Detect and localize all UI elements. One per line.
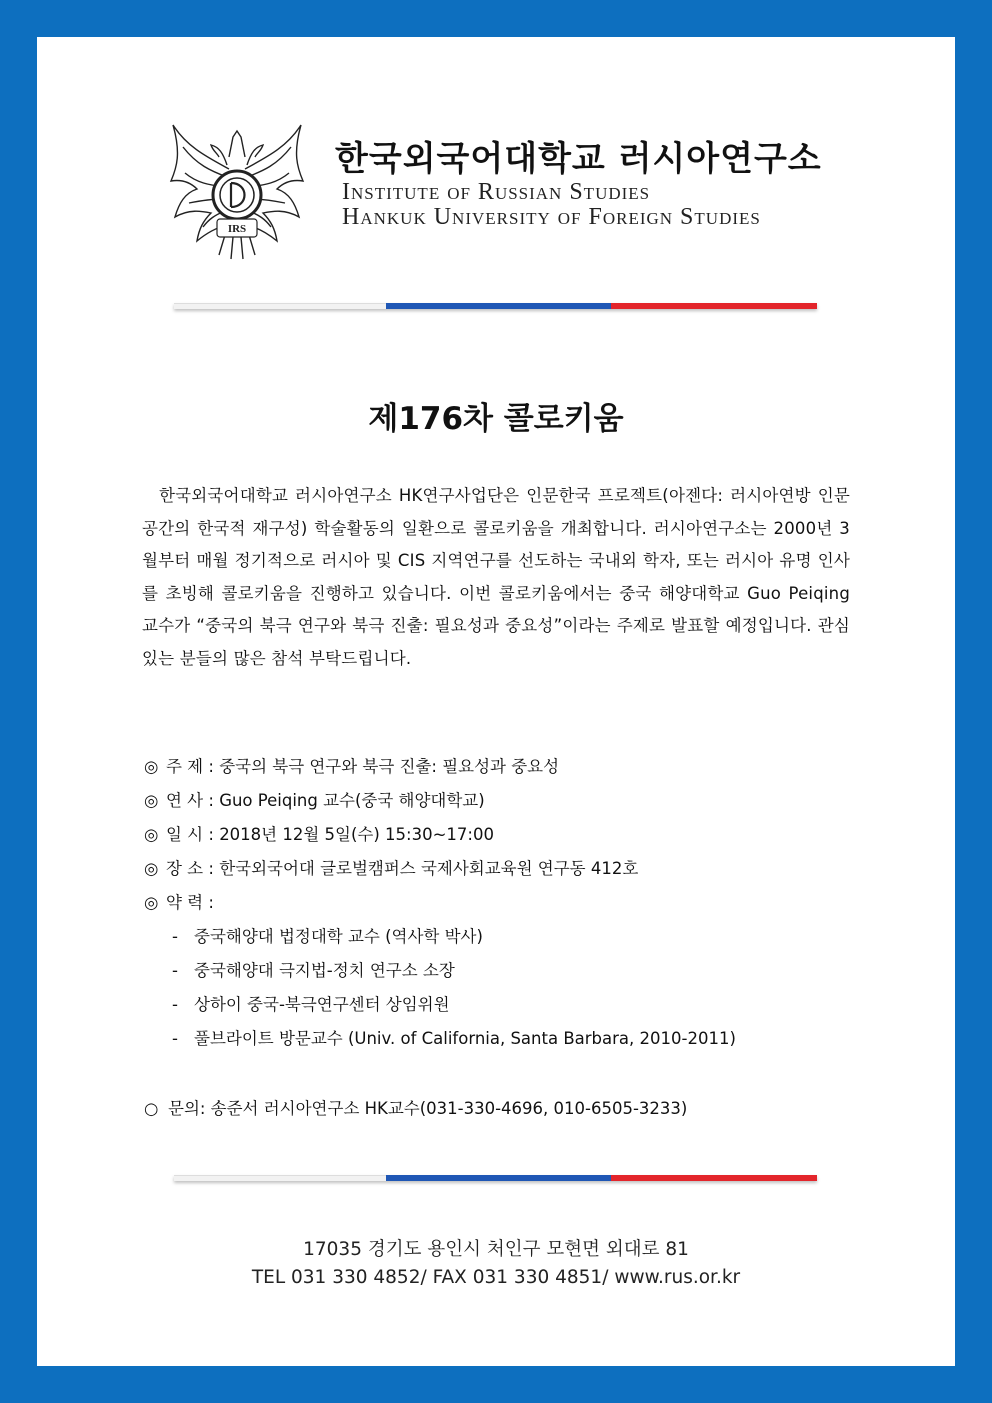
detail-career: [144, 886, 864, 920]
career-text: 상하이 중국-북극연구센터 상임위원: [194, 995, 450, 1014]
event-details: [144, 750, 864, 1056]
detail-value: 중국의 북극 연구와 북극 진출: 필요성과 중요성: [219, 757, 560, 776]
institute-name-ko: 한국외국어대학교 러시아연구소: [335, 139, 822, 179]
circle-mark: ○: [144, 1099, 159, 1118]
double-headed-eagle-icon: [167, 117, 307, 262]
document-page: [37, 37, 955, 1366]
bullet-mark: ◎: [144, 893, 159, 912]
detail-label: 약 력 :: [166, 893, 214, 912]
emblem-text: IRS: [227, 223, 247, 235]
career-dash: -: [172, 961, 178, 980]
detail-value: 2018년 12월 5일(수) 15:30~17:00: [219, 825, 494, 844]
career-dash: -: [172, 927, 178, 946]
detail-label: 장 소 :: [166, 859, 214, 878]
career-dash: -: [172, 995, 178, 1014]
tricolor-divider-top: [174, 303, 817, 309]
detail-speaker: [144, 784, 864, 818]
page-title: 제176차 콜로키움: [368, 401, 624, 437]
detail-value: 한국외국어대 글로벌캠퍼스 국제사회교육원 연구동 412호: [219, 859, 639, 878]
detail-label: 주 제 :: [166, 757, 214, 776]
bullet-mark: ◎: [144, 859, 159, 878]
intro-paragraph: 한국외국어대학교 러시아연구소 HK연구사업단은 인문한국 프로젝트(아젠다: 러시아연방 인문공간의 한국적 재구성) 학술활동의 일환으로 콜로키움을 개최합니다. 러시아연구소는 2000년 3월부터 매월 정기적으로 러시아 및 CIS 지역연구를 선도하는 국내외 학자, 또는 러시아 유명 인사를 초빙해 콜로키움을 진행하고 있습니다. 이번 콜로키움에서는 중국 해양대학교 Guo Peiqing 교수가 “중국의 북극 연구와 북극 진출: 필요성과 중요성”이라는 주제로 발표할 예정입니다. 관심 있는 분들의 많은 참석 부탁드립니다.: [142, 486, 850, 668]
detail-value: Guo Peiqing 교수(중국 해양대학교): [219, 791, 485, 810]
institute-name-en: Institute of Russian Studies: [342, 179, 651, 205]
career-dash: -: [172, 1029, 178, 1048]
career-item: [144, 988, 864, 1022]
detail-label: 연 사 :: [166, 791, 214, 810]
career-text: 중국해양대 극지법-정치 연구소 소장: [194, 961, 455, 980]
footer-address: 17035 경기도 용인시 처인구 모현면 외대로 81: [303, 1239, 689, 1260]
bullet-mark: ◎: [144, 757, 159, 776]
bullet-mark: ◎: [144, 825, 159, 844]
detail-date: [144, 818, 864, 852]
career-item: [144, 920, 864, 954]
detail-label: 일 시 :: [166, 825, 214, 844]
career-text: 풀브라이트 방문교수 (Univ. of California, Santa Barbara, 2010-2011): [194, 1029, 736, 1048]
footer-phone: TEL 031 330 4852/ FAX 031 330 4851/ www.rus.or.kr: [251, 1267, 741, 1288]
bullet-mark: ◎: [144, 791, 159, 810]
career-item: [144, 1022, 864, 1056]
tricolor-divider-bottom: [174, 1175, 817, 1181]
contact-line: [144, 1092, 687, 1126]
career-text: 중국해양대 법정대학 교수 (역사학 박사): [194, 927, 483, 946]
detail-place: [144, 852, 864, 886]
detail-topic: [144, 750, 864, 784]
career-item: [144, 954, 864, 988]
contact-text: 문의: 송준서 러시아연구소 HK교수(031-330-4696, 010-6505-3233): [168, 1099, 688, 1118]
university-name-en: Hankuk University of Foreign Studies: [342, 204, 761, 230]
